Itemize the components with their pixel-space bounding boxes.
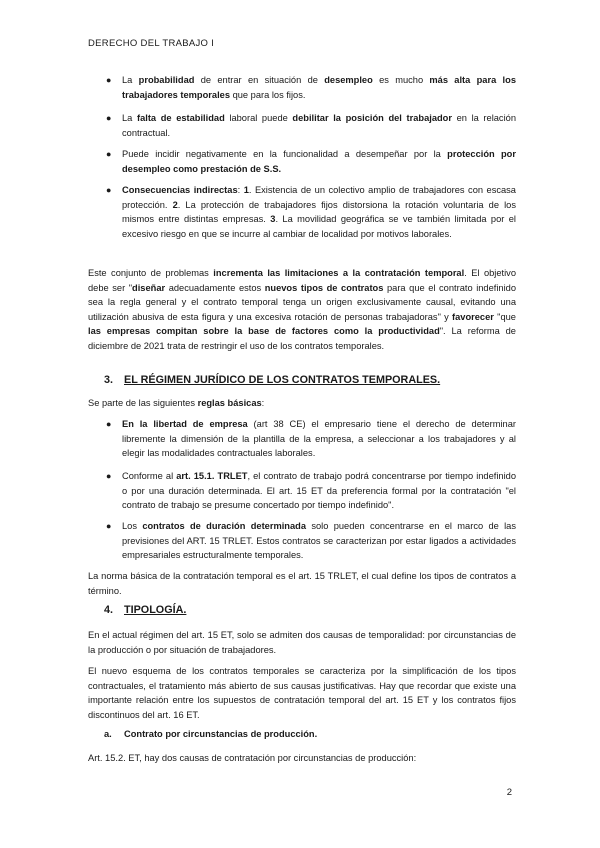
text-run: La	[122, 113, 137, 123]
text-run: En el actual régimen del art. 15 ET, solo se admiten dos causas de temporalidad: por circunstancias de la producción o por situación de trabajadores.	[88, 630, 516, 655]
text-run: Los	[122, 521, 143, 531]
item-text	[122, 147, 516, 176]
text-run: :	[237, 185, 244, 195]
item-text	[122, 183, 516, 241]
text-run: "que	[493, 311, 516, 322]
bullet-icon: ●	[106, 149, 112, 159]
section-heading-3: 3. EL RÉGIMEN JURÍDICO DE LOS CONTRATOS TEMPORALES.	[104, 374, 441, 386]
bold-text: desempleo	[324, 75, 373, 85]
text-run: Conforme al	[122, 471, 177, 481]
text-run: . El objetivo debe ser "	[88, 268, 516, 293]
text-run: (art 38 CE) el empresario tiene el derecho de determinar libremente la dimensión de la plantilla de la empresa, a seleccionar a los trabajadores y al elegir las modalidades contractuales laborales.	[122, 419, 516, 459]
bullet-icon: ●	[106, 185, 112, 195]
bullet-icon: ●	[106, 113, 112, 123]
bold-text: nuevos tipos de contratos	[264, 282, 384, 293]
bold-text: las empresas compitan sobre la base de factores como la productividad	[88, 326, 440, 337]
bold-text: protección por desempleo como prestación de S.S.	[122, 149, 516, 174]
bullet-icon: ●	[106, 521, 112, 531]
text-run: , el contrato de trabajo podrá concentrarse por tiempo indefinido o por una duración determinada. El art. 15 ET da preferencia formal por la contratación "el contrato de trabajo se presume concertado por tiempo indefinido".	[122, 471, 516, 511]
item-text	[122, 73, 516, 102]
bold-text: debilitar la posición del trabajador	[292, 113, 452, 123]
bullet-icon: ●	[106, 419, 112, 429]
text-run: solo pueden concentrarse en el marco de las previsiones del ART. 15 TRLET. Estos contratos se caracterizan por estar ligados a actividades empresariales estructuralmente temporales.	[122, 521, 516, 561]
bold-text: diseñar	[132, 282, 166, 293]
bold-text: 3	[270, 214, 276, 225]
item-text	[122, 519, 516, 563]
bold-text: favorecer	[452, 311, 494, 322]
text-run: El nuevo esquema de los contratos temporales se caracteriza por la simplificación de los tipos contractuales, el tratamiento más abierto de sus causas justificativas. Hay que recordar que existe una importante relación entre los supuestos de contratación temporal del art. 15 ET y los contratos fijos discontinuos del art. 16 ET.	[88, 666, 516, 720]
text-run: de entrar en situación de	[194, 75, 325, 85]
bullet-icon: ●	[106, 75, 112, 85]
page-number: 2	[506, 787, 512, 798]
text-run: Art. 15.2. ET, hay dos causas de contratación por circunstancias de producción:	[88, 753, 417, 763]
bold-text: reglas básicas	[197, 398, 262, 408]
section-heading-4: 4. TIPOLOGÍA.	[104, 604, 187, 616]
text-run: . Existencia de un colectivo amplio de trabajadores con escasa protección.	[122, 185, 516, 210]
bold-text: falta de estabilidad	[136, 113, 225, 123]
bold-text: incrementa las limitaciones a la contratación temporal	[213, 268, 465, 278]
item-text	[122, 111, 516, 140]
text-run: adecuadamente estos	[165, 282, 265, 293]
item-text	[122, 469, 516, 513]
text-run: ". La reforma de diciembre de 2021 trata de restringir el uso de los contratos temporales.	[88, 326, 516, 351]
bold-text: 1	[243, 185, 249, 195]
bold-text: 2	[172, 199, 178, 210]
text-run: La	[122, 75, 139, 85]
text-run: . La protección de trabajadores fijos distorsiona la rotación voluntaria de los mismos entre distintas empresas.	[122, 199, 516, 225]
paragraph-rules-intro	[88, 396, 516, 411]
text-run: Este conjunto de problemas	[88, 268, 214, 278]
bold-text: art. 15.1. TRLET	[176, 471, 248, 481]
running-header: DERECHO DEL TRABAJO I	[88, 38, 215, 49]
text-run: Se parte de las siguientes	[88, 398, 198, 408]
text-run: en la relación contractual.	[122, 113, 516, 138]
bold-text: En la libertad de empresa	[122, 419, 248, 429]
bold-text: probabilidad	[138, 75, 195, 85]
paragraph-current-regime	[88, 628, 516, 657]
bold-text: contratos de duración determinada	[142, 521, 307, 531]
text-run: Puede incidir negativamente en la funcionalidad a desempeñar por la	[122, 149, 448, 159]
paragraph-objective	[88, 266, 516, 354]
text-run: :	[261, 398, 265, 408]
bold-text: Consecuencias indirectas	[122, 185, 238, 195]
text-run: es mucho	[372, 75, 430, 85]
text-run: laboral puede	[224, 113, 293, 123]
paragraph-art-15-2	[88, 751, 516, 766]
item-text	[122, 417, 516, 461]
paragraph-basic-norm	[88, 569, 516, 598]
text-run: para que el contrato indefinido sea la regla general y el contrato temporal tenga un origen exclusivamente causal, evitando una utilización abusiva de esta figura y una excesiva rotación de personas trabajadoras" y	[88, 282, 516, 322]
text-run: que para los fijos.	[230, 89, 306, 100]
text-run: La norma básica de la contratación temporal es el art. 15 TRLET, el cual define los tipos de contratos a término.	[88, 571, 516, 596]
paragraph-new-scheme	[88, 664, 516, 722]
bullet-icon: ●	[106, 471, 112, 481]
bold-text: más alta para los trabajadores temporales	[122, 75, 516, 100]
text-run: . La movilidad geográfica se ve también limitada por el excesivo riesgo en que se incurre al cambiar de localidad por motivos laborales.	[122, 214, 516, 239]
subsection-heading-a: a. Contrato por circunstancias de producción.	[104, 729, 318, 739]
